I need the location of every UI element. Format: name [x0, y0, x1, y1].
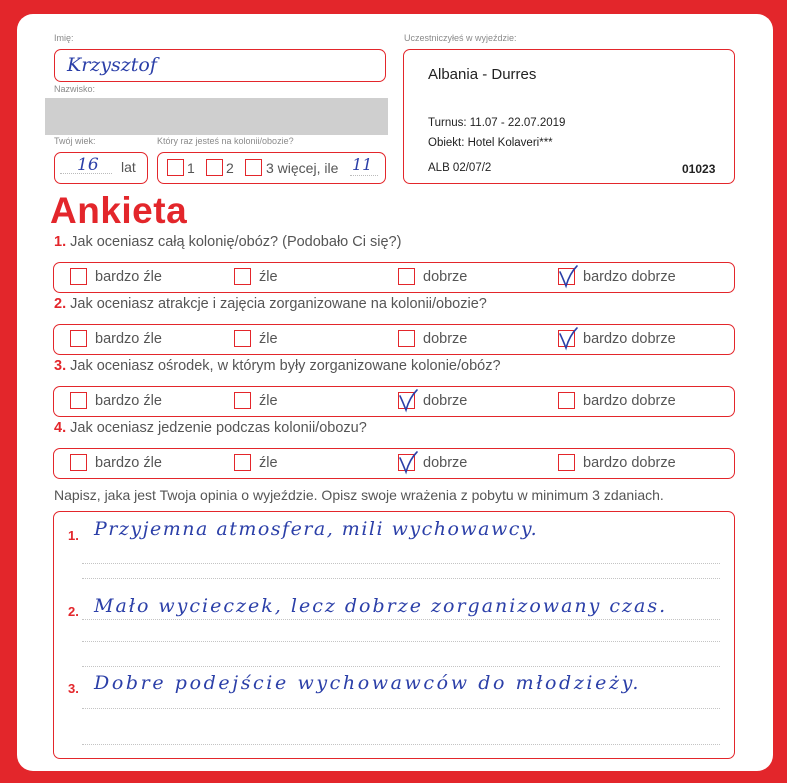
answer-checkbox[interactable]	[558, 454, 575, 471]
age-label: Twój wiek:	[54, 136, 96, 146]
answer-option-label: bardzo źle	[95, 269, 162, 285]
opinion-line-text: Dobre podejście wychowawców do młodzieży.	[94, 672, 642, 694]
times-checkbox-1[interactable]	[167, 159, 184, 176]
answer-option-label: bardzo dobrze	[583, 269, 676, 285]
surname-redaction	[45, 98, 388, 135]
question-text	[54, 358, 501, 374]
answer-row	[53, 386, 735, 417]
times-option-1: 1	[187, 160, 195, 176]
opinion-line-text: Przyjemna atmosfera, mili wychowawcy.	[94, 518, 539, 540]
question-label: Jak oceniasz jedzenie podczas kolonii/obozu?	[70, 420, 367, 436]
answer-option-label: źle	[259, 455, 278, 471]
answer-checkbox[interactable]	[558, 330, 575, 347]
trip-code: ALB 02/07/2	[428, 162, 492, 174]
opinion-line-num: 2.	[68, 604, 79, 619]
check-mark-icon	[557, 264, 579, 288]
question-number: 1.	[54, 234, 67, 250]
survey-title: Ankieta	[50, 190, 188, 231]
name-field[interactable]	[54, 49, 386, 82]
opinion-prompt: Napisz, jaka jest Twoja opinia o wyjeździe. Opisz swoje wrażenia z pobytu w minimum 3 zdaniach.	[54, 487, 664, 503]
answer-option-label: dobrze	[423, 393, 468, 409]
trip-label: Uczestniczyłeś w wyjeździe:	[404, 33, 517, 43]
answer-option-label: dobrze	[423, 269, 468, 285]
opinion-line-num: 3.	[68, 681, 79, 696]
question-label: Jak oceniasz całą kolonię/obóz? (Podobało Ci się?)	[70, 234, 402, 250]
answer-checkbox[interactable]	[70, 330, 87, 347]
question-text	[54, 234, 401, 250]
answer-option-label: źle	[259, 331, 278, 347]
answer-checkbox[interactable]	[70, 392, 87, 409]
times-checkbox-3[interactable]	[245, 159, 262, 176]
trip-destination: Albania - Durres	[428, 66, 537, 83]
answer-checkbox[interactable]	[234, 454, 251, 471]
trip-box	[403, 49, 735, 184]
times-option-3: 3 więcej, ile	[266, 160, 339, 176]
answer-option-label: źle	[259, 269, 278, 285]
times-field	[157, 152, 386, 184]
question-label: Jak oceniasz atrakcje i zajęcia zorganizowane na kolonii/obozie?	[70, 296, 487, 312]
name-label: Imię:	[54, 33, 74, 43]
answer-checkbox[interactable]	[558, 268, 575, 285]
surname-label: Nazwisko:	[54, 84, 96, 94]
answer-checkbox[interactable]	[234, 268, 251, 285]
answer-checkbox[interactable]	[234, 392, 251, 409]
answer-checkbox[interactable]	[70, 454, 87, 471]
answer-checkbox[interactable]	[70, 268, 87, 285]
answer-option-label: bardzo dobrze	[583, 393, 676, 409]
times-value: 11	[352, 155, 373, 174]
answer-checkbox[interactable]	[398, 330, 415, 347]
question-number: 3.	[54, 358, 67, 374]
answer-checkbox[interactable]	[558, 392, 575, 409]
answer-option-label: bardzo źle	[95, 393, 162, 409]
age-field[interactable]	[54, 152, 148, 184]
check-mark-icon	[557, 326, 579, 350]
answer-checkbox[interactable]	[398, 268, 415, 285]
trip-obiekt: Obiekt: Hotel Kolaveri***	[428, 137, 553, 149]
answer-option-label: dobrze	[423, 455, 468, 471]
check-mark-icon	[397, 388, 419, 412]
opinion-line-text: Mało wycieczek, lecz dobrze zorganizowany czas.	[94, 595, 668, 617]
answer-row	[53, 262, 735, 293]
question-number: 2.	[54, 296, 67, 312]
check-mark-icon	[397, 450, 419, 474]
times-option-2: 2	[226, 160, 234, 176]
times-checkbox-2[interactable]	[206, 159, 223, 176]
opinion-line-num: 1.	[68, 528, 79, 543]
answer-row	[53, 448, 735, 479]
question-text	[54, 420, 367, 436]
answer-checkbox[interactable]	[398, 392, 415, 409]
trip-turnus: Turnus: 11.07 - 22.07.2019	[428, 117, 566, 129]
age-unit: lat	[121, 159, 136, 175]
question-text	[54, 296, 487, 312]
answer-row	[53, 324, 735, 355]
survey-sheet	[17, 14, 773, 771]
answer-option-label: bardzo źle	[95, 331, 162, 347]
answer-option-label: źle	[259, 393, 278, 409]
answer-checkbox[interactable]	[234, 330, 251, 347]
name-value: Krzysztof	[67, 54, 157, 76]
times-label: Który raz jesteś na kolonii/obozie?	[157, 136, 294, 146]
age-value: 16	[77, 155, 99, 175]
answer-option-label: bardzo źle	[95, 455, 162, 471]
answer-option-label: bardzo dobrze	[583, 455, 676, 471]
answer-option-label: dobrze	[423, 331, 468, 347]
question-label: Jak oceniasz ośrodek, w którym były zorganizowane kolonie/obóz?	[70, 358, 501, 374]
answer-checkbox[interactable]	[398, 454, 415, 471]
question-number: 4.	[54, 420, 67, 436]
trip-number: 01023	[682, 162, 716, 176]
answer-option-label: bardzo dobrze	[583, 331, 676, 347]
opinion-box[interactable]	[53, 511, 735, 759]
